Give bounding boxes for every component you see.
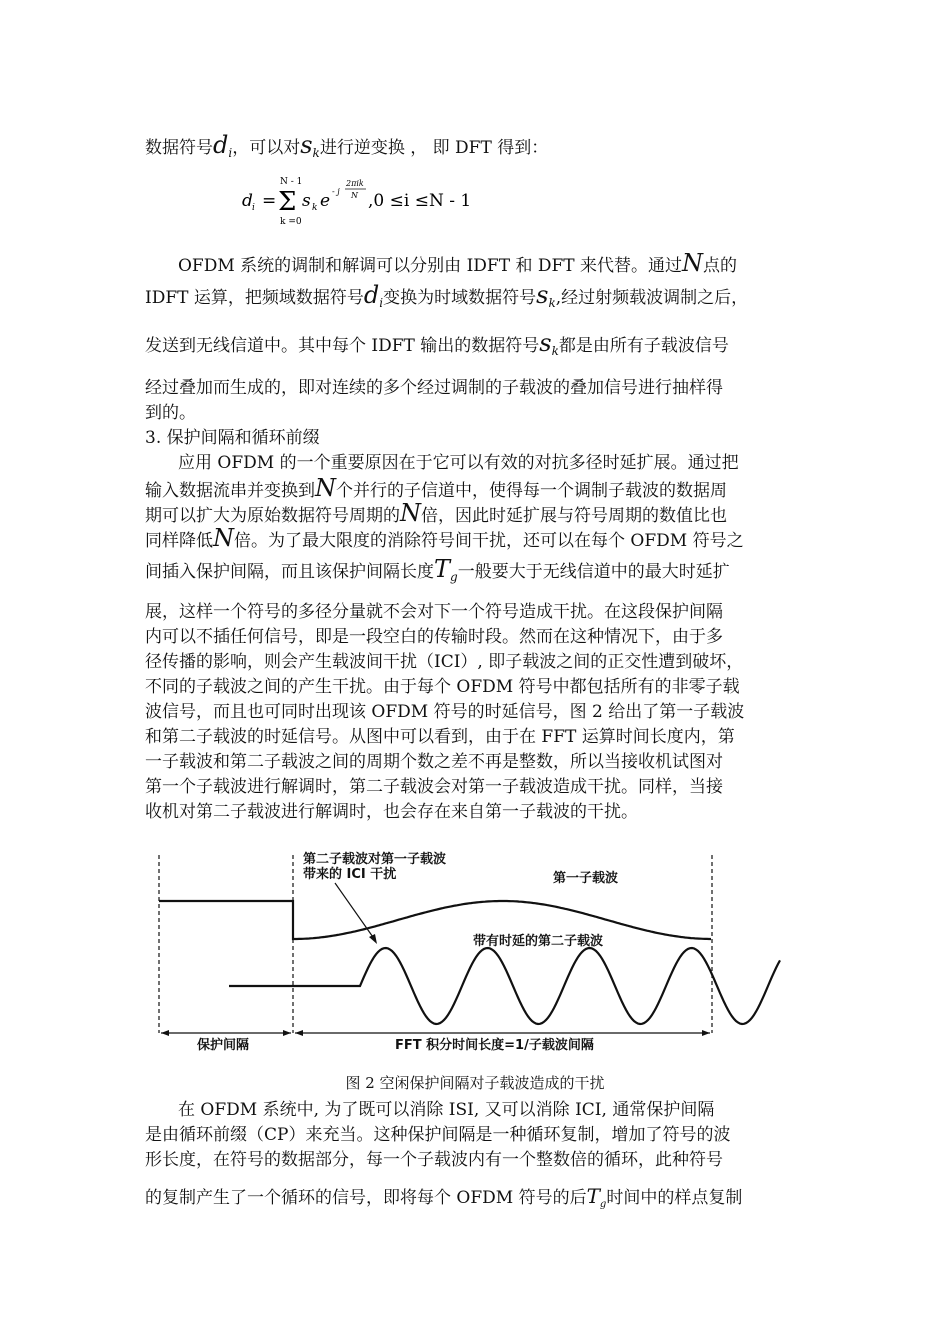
section-heading: 3. 保护间隔和循环前缀: [145, 428, 320, 448]
para3-line9: 不同的子载波之间的产生干扰。由于每个 OFDM 符号中都包括所有的非零子载: [145, 677, 740, 697]
eq-sigma: Σ: [278, 187, 297, 217]
ici-arrow-head: [369, 934, 377, 944]
eq-e: e: [320, 191, 331, 211]
para3-line2: [145, 474, 727, 502]
para3-line7: 内可以不插任何信号，即是一段空白的传输时段。然而在这种情况下，由于多: [145, 627, 723, 647]
para3-line12: 一子载波和第二子载波之间的周期个数之差不再是整数，所以当接收机试图对: [145, 752, 723, 772]
text: 都是由所有子载波信号: [558, 336, 729, 356]
para2-line5: 到的。: [145, 403, 196, 423]
guard-arrow-left-head: [161, 1030, 169, 1036]
subscript-g: g: [599, 1199, 607, 1210]
fft-arrow-right-head: [702, 1030, 710, 1036]
eq-frac-num: 2πik: [346, 179, 364, 188]
para4-line3: 形长度，在符号的数据部分，每一个子载波内有一个整数倍的循环，此种符号: [145, 1150, 723, 1170]
para3-line8: 径传播的影响，则会产生载波间干扰（ICI）, 即子载波之间的正交性遭到破坏，: [145, 652, 744, 672]
dft-equation: [240, 172, 500, 232]
para4-line1: 在 OFDM 系统中, 为了既可以消除 ISI, 又可以消除 ICI, 通常保护间隔: [178, 1100, 715, 1120]
para3-line5: [145, 555, 730, 584]
text: IDFT 运算，把频域数据符号: [145, 288, 364, 308]
symbol-d: d: [363, 281, 380, 309]
eq-sum-top: N - 1: [280, 177, 303, 187]
fft-arrow-left-head: [295, 1030, 303, 1036]
label-second-subcarrier: 带有时延的第二子载波: [473, 934, 604, 949]
eq-frac-den: N: [351, 191, 358, 200]
figure-2-diagram: [155, 845, 790, 1060]
para2-line3: [145, 329, 729, 358]
para3-line13: 第一个子载波进行解调时，第二子载波会对第一子载波造成干扰。同样，当接: [145, 777, 723, 797]
text: 输入数据流串并变换到: [145, 481, 315, 501]
label-guard-interval: 保护间隔: [197, 1038, 250, 1053]
eq-cond: ,0 ≤i ≤N - 1: [368, 191, 472, 211]
symbol-N: N: [400, 499, 421, 527]
para2-line2: [145, 281, 749, 310]
para2-line4: 经过叠加而生成的，即对连续的多个经过调制的子载波的叠加信号进行抽样得: [145, 378, 723, 398]
para3-line4: [145, 524, 744, 552]
subscript-k: k: [312, 146, 320, 160]
symbol-N: N: [682, 249, 704, 277]
symbol-N: N: [315, 474, 336, 502]
text: 变换为时域数据符号: [383, 288, 537, 308]
text: ,经过射频载波调制之后，: [555, 288, 749, 308]
symbol-s: s: [536, 281, 549, 309]
text: 同样降低: [145, 531, 213, 551]
label-ici-line2: 带来的 ICI 干扰: [303, 867, 397, 882]
symbol-s: s: [300, 131, 313, 159]
text: 点的: [703, 256, 738, 276]
eq-s: s: [302, 191, 311, 211]
para4-line2: 是由循环前缀（CP）来充当。这种保护间隔是一种循环复制，增加了符号的波: [145, 1125, 731, 1145]
subscript-i: i: [228, 146, 233, 160]
para1-line1: [145, 131, 549, 160]
text: 倍。为了最大限度的消除符号间干扰，还可以在每个 OFDM 符号之: [234, 531, 744, 551]
second-subcarrier-wave: [229, 948, 780, 1024]
first-subcarrier-wave: [159, 901, 711, 939]
text: 间插入保护间隔，而且该保护间隔长度: [145, 562, 434, 582]
para2-line1: [178, 249, 738, 277]
guard-arrow-right-head: [283, 1030, 291, 1036]
symbol-s: s: [539, 329, 552, 357]
eq-lhs: d: [242, 191, 253, 211]
symbol-T: T: [434, 555, 451, 583]
text: 个并行的子信道中，使得每一个调制子载波的数据周: [336, 481, 727, 501]
eq-sum-bottom: k =0: [280, 217, 302, 227]
label-ici-line1: 第二子载波对第一子载波: [303, 852, 447, 867]
para4-line4: [145, 1185, 742, 1212]
eq-exp: - j: [332, 187, 340, 196]
label-fft-duration: FFT 积分时间长度=1/子载波间隔: [395, 1038, 594, 1053]
subscript-k: k: [551, 344, 559, 358]
symbol-d: d: [213, 131, 229, 159]
subscript-g: g: [450, 570, 458, 584]
para3-line1: 应用 OFDM 的一个重要原因在于它可以有效的对抗多径时延扩展。通过把: [178, 453, 739, 473]
text: 期可以扩大为原始数据符号周期的: [145, 506, 400, 526]
text: 一般要大于无线信道中的最大时延扩: [457, 562, 730, 582]
symbol-T: T: [586, 1184, 600, 1208]
text: 的复制产生了一个循环的信号，即将每个 OFDM 符号的后: [145, 1188, 587, 1208]
para3-line6: 展，这样一个符号的多径分量就不会对下一个符号造成干扰。在这段保护间隔: [145, 602, 723, 622]
eq-lhs-sub: i: [252, 203, 255, 213]
text: 倍，因此时延扩展与符号周期的数值比也: [421, 506, 727, 526]
figure-caption: 图 2 空闲保护间隔对子载波造成的干扰: [345, 1074, 605, 1092]
para3-line11: 和第二子载波的时延信号。从图中可以看到，由于在 FFT 运算时间长度内，第: [145, 727, 735, 747]
text: 发送到无线信道中。其中每个 IDFT 输出的数据符号: [145, 336, 540, 356]
subscript-i: i: [379, 296, 384, 310]
eq-equals: =: [262, 191, 277, 211]
symbol-N: N: [213, 524, 234, 552]
para3-line14: 收机对第二子载波进行解调时，也会存在来自第一子载波的干扰。: [145, 802, 638, 822]
text: 进行逆变换 ， 即 DFT 得到：: [319, 138, 549, 158]
text: 数据符号: [145, 138, 213, 158]
text: ，可以对: [232, 138, 301, 158]
text: OFDM 系统的调制和解调可以分别由 IDFT 和 DFT 来代替。通过: [178, 256, 683, 276]
para3-line10: 波信号，而且也可同时出现该 OFDM 符号的时延信号，图 2 给出了第一子载波: [145, 702, 745, 722]
subscript-k: k: [548, 296, 556, 310]
text: 时间中的样点复制: [606, 1188, 743, 1208]
label-first-subcarrier: 第一子载波: [553, 871, 619, 886]
eq-s-sub: k: [312, 203, 318, 213]
